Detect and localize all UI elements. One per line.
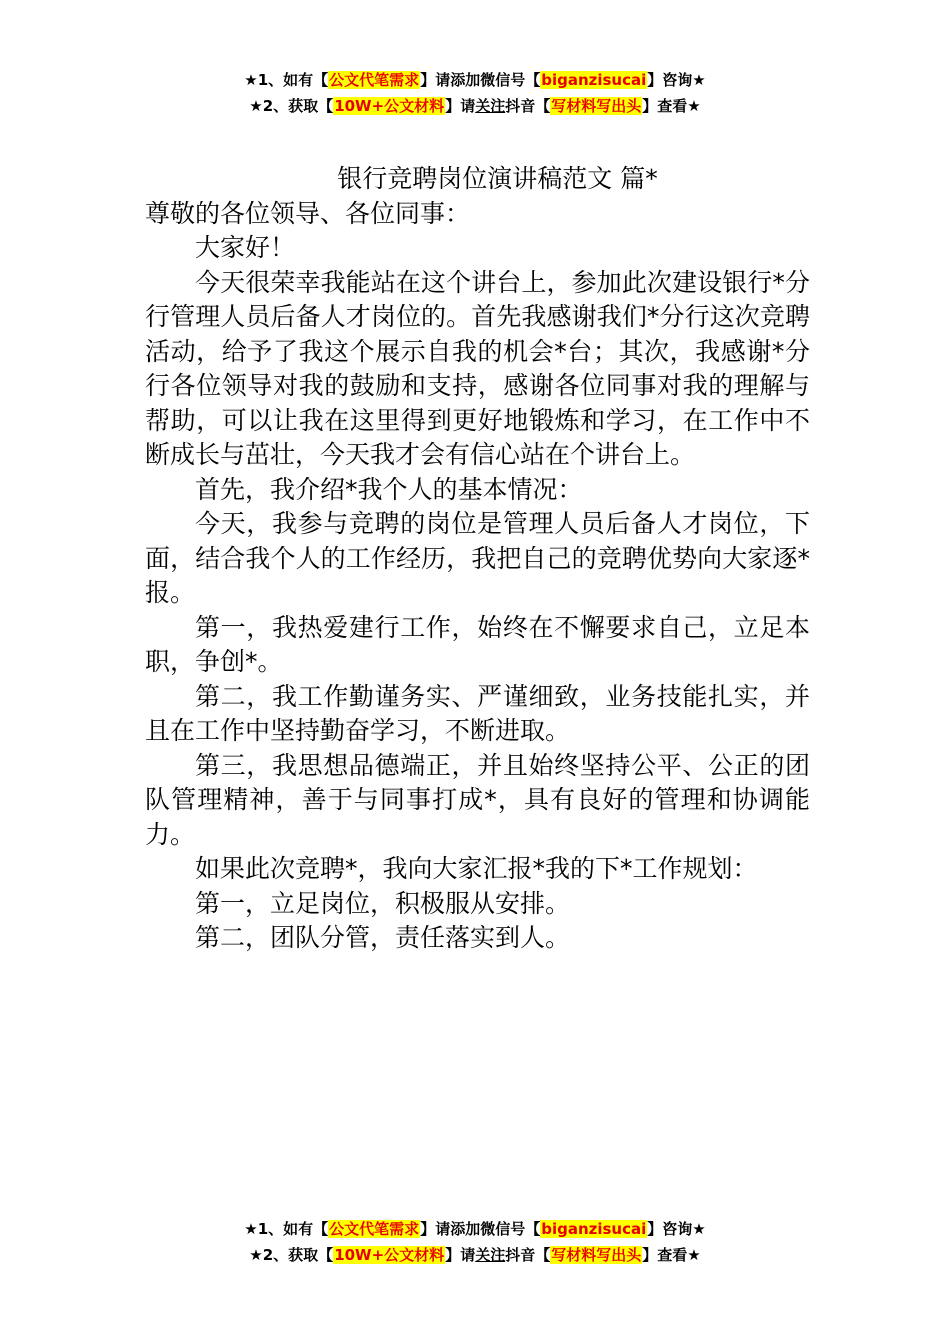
banner-text: 】请添加微信号【 bbox=[420, 1220, 541, 1238]
paragraph: 第二，团队分管，责任落实到人。 bbox=[195, 923, 571, 952]
document-title: 银行竞聘岗位演讲稿范文 篇* bbox=[337, 164, 658, 193]
banner-text: 】查看★ bbox=[642, 97, 701, 115]
banner-text: ★2、获取【 bbox=[249, 1246, 334, 1264]
banner-line-1 bbox=[0, 67, 950, 93]
banner-text: ★1、如有【 bbox=[244, 71, 329, 89]
banner-highlight: 写材料写出头 bbox=[551, 1246, 642, 1264]
banner-wechat-id: biganzisucai bbox=[541, 1220, 647, 1238]
banner-highlight: 10W+公文材料 bbox=[334, 97, 445, 115]
banner-text: 】请添加微信号【 bbox=[420, 71, 541, 89]
banner-line-2 bbox=[0, 93, 950, 119]
banner-text: 】咨询★ bbox=[647, 1220, 706, 1238]
banner-line-1 bbox=[0, 1216, 950, 1242]
banner-highlight: 公文代笔需求 bbox=[329, 71, 420, 89]
banner-highlight: 10W+公文材料 bbox=[334, 1246, 445, 1264]
banner-text: 抖音【 bbox=[505, 97, 551, 115]
document-body bbox=[145, 162, 810, 956]
banner-text: 】咨询★ bbox=[647, 71, 706, 89]
salutation: 尊敬的各位领导、各位同事： bbox=[145, 198, 471, 228]
paragraph: 第一，立足岗位，积极服从安排。 bbox=[195, 888, 571, 918]
banner-highlight: 公文代笔需求 bbox=[329, 1220, 420, 1238]
paragraph: 大家好！ bbox=[195, 233, 296, 262]
header-banner bbox=[0, 67, 950, 119]
paragraph: 首先，我介绍*我个人的基本情况： bbox=[195, 474, 583, 504]
banner-underline-text: 关注 bbox=[475, 97, 506, 115]
banner-text: ★1、如有【 bbox=[244, 1220, 329, 1238]
banner-wechat-id: biganzisucai bbox=[541, 71, 647, 89]
footer-banner bbox=[0, 1216, 950, 1268]
banner-text: 】查看★ bbox=[642, 1246, 701, 1264]
paragraph: 今天很荣幸我能站在这个讲台上，参加此次建设银行*分行管理人员后备人才岗位的。首先我感谢我们*分行这次竞聘活动，给予了我这个展示自我的机会*台；其次，我感谢*分行各位领导对我的鼓励和支持，感谢各位同事对我的理解与帮助，可以让我在这里得到更好地锻炼和学习，在工作中不断成长与茁壮，今天我才会有信心站在个讲台上。 bbox=[145, 267, 810, 469]
paragraph: 第一，我热爱建行工作，始终在不懈要求自己，立足本职，争创*。 bbox=[145, 612, 810, 676]
banner-text: 抖音【 bbox=[505, 1246, 551, 1264]
banner-text: 】请 bbox=[445, 97, 476, 115]
paragraph: 第三，我思想品德端正，并且始终坚持公平、公正的团队管理精神，善于与同事打成*，具有良好的管理和协调能力。 bbox=[145, 750, 810, 849]
banner-underline-text: 关注 bbox=[475, 1246, 506, 1264]
banner-text: ★2、获取【 bbox=[249, 97, 334, 115]
paragraph: 第二，我工作勤谨务实、严谨细致，业务技能扎实，并且在工作中坚持勤奋学习，不断进取。 bbox=[145, 681, 810, 745]
banner-text: 】请 bbox=[445, 1246, 476, 1264]
paragraph: 今天，我参与竞聘的岗位是管理人员后备人才岗位，下面，结合我个人的工作经历，我把自己的竞聘优势向大家逐*报。 bbox=[145, 509, 810, 607]
banner-highlight: 写材料写出头 bbox=[551, 97, 642, 115]
banner-line-2 bbox=[0, 1242, 950, 1268]
paragraph: 如果此次竞聘*，我向大家汇报*我的下*工作规划： bbox=[195, 854, 758, 883]
